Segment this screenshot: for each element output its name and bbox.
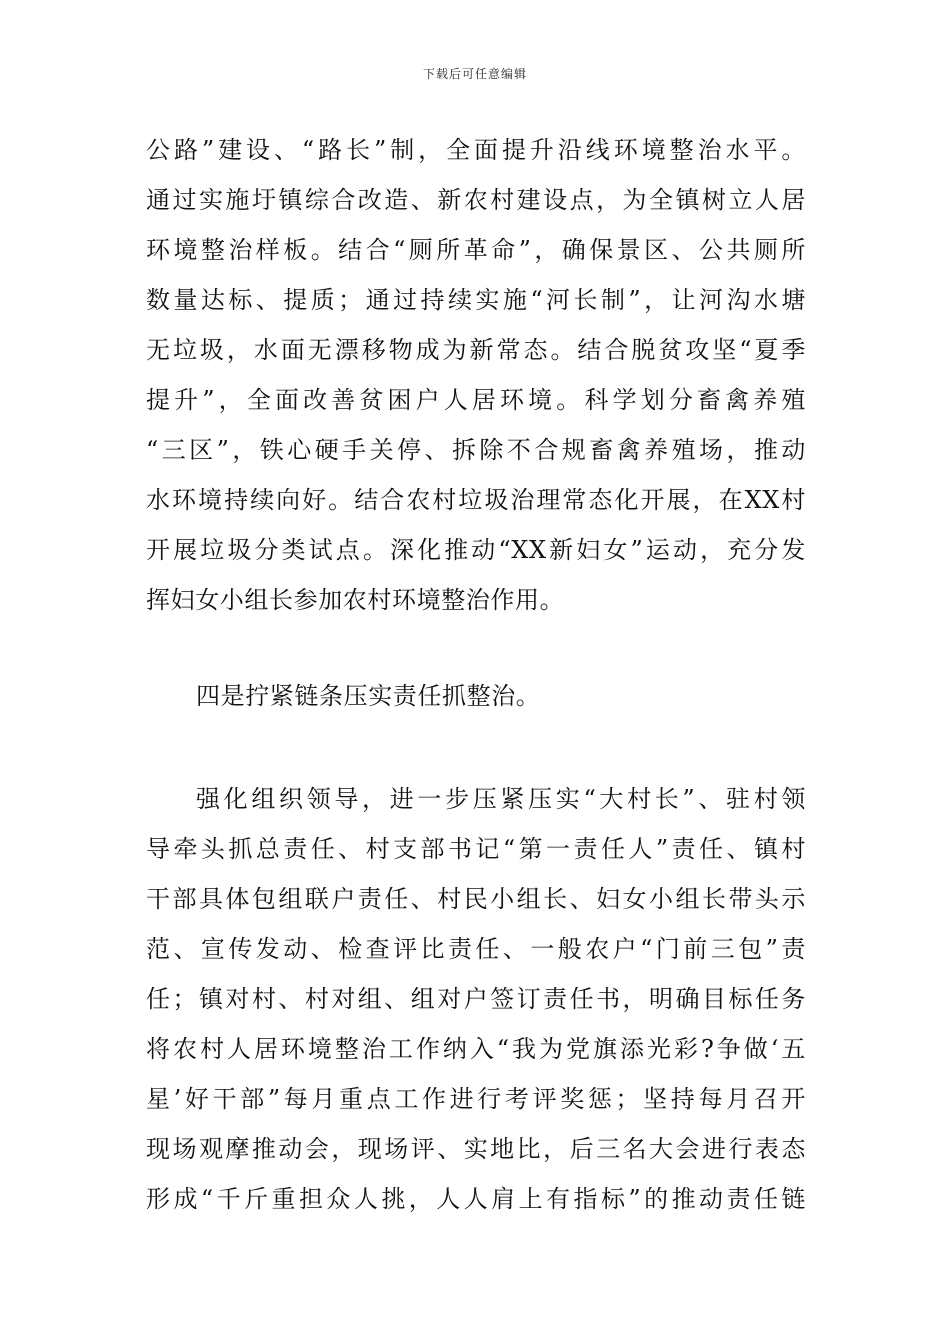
text-line: 星’好干部”每月重点工作进行考评奖惩；坚持每月召开 (146, 1085, 806, 1113)
page-header: 下载后可任意编辑 (422, 67, 527, 81)
text-line: 任；镇对村、村对组、组对户签订责任书，明确目标任务 (146, 985, 806, 1013)
text-line: 开展垃圾分类试点。深化推动“XX新妇女”运动，充分发 (146, 536, 806, 564)
heading-line: 四是拧紧链条压实责任抓整治。 (196, 682, 541, 710)
text-line: “三区”，铁心硬手关停、拆除不合规畜禽养殖场，推动 (146, 436, 806, 464)
text-line: 提升”，全面改善贫困户人居环境。科学划分畜禽养殖 (146, 386, 806, 414)
text-line: 数量达标、提质；通过持续实施“河长制”，让河沟水塘 (146, 286, 806, 314)
text-line: 公路”建设、“路长”制，全面提升沿线环境整治水平。 (146, 136, 806, 164)
text-line: 通过实施圩镇综合改造、新农村建设点，为全镇树立人居 (146, 186, 806, 214)
text-line: 挥妇女小组长参加农村环境整治作用。 (146, 586, 565, 614)
text-line: 形成“千斤重担众人挑，人人肩上有指标”的推动责任链 (146, 1185, 806, 1213)
text-line: 导牵头抓总责任、村支部书记“第一责任人”责任、镇村 (146, 835, 806, 863)
paragraph-responsibility (146, 774, 806, 1224)
text-line: 无垃圾，水面无漂移物成为新常态。结合脱贫攻坚“夏季 (146, 336, 806, 364)
text-line: 强化组织领导，进一步压紧压实“大村长”、驻村领 (196, 785, 806, 813)
text-line: 水环境持续向好。结合农村垃圾治理常态化开展，在XX村 (146, 486, 806, 514)
text-line: 环境整治样板。结合“厕所革命”，确保景区、公共厕所 (146, 236, 806, 264)
text-line: 将农村人居环境整治工作纳入“我为党旗添光彩?争做‘五 (146, 1035, 806, 1063)
text-line: 范、宣传发动、检查评比责任、一般农户“门前三包”责 (146, 935, 806, 963)
text-line: 干部具体包组联户责任、村民小组长、妇女小组长带头示 (146, 885, 806, 913)
text-line: 现场观摩推动会，现场评、实地比，后三名大会进行表态 (146, 1135, 806, 1163)
section-heading (146, 671, 806, 721)
paragraph-environment-measures (146, 125, 806, 625)
